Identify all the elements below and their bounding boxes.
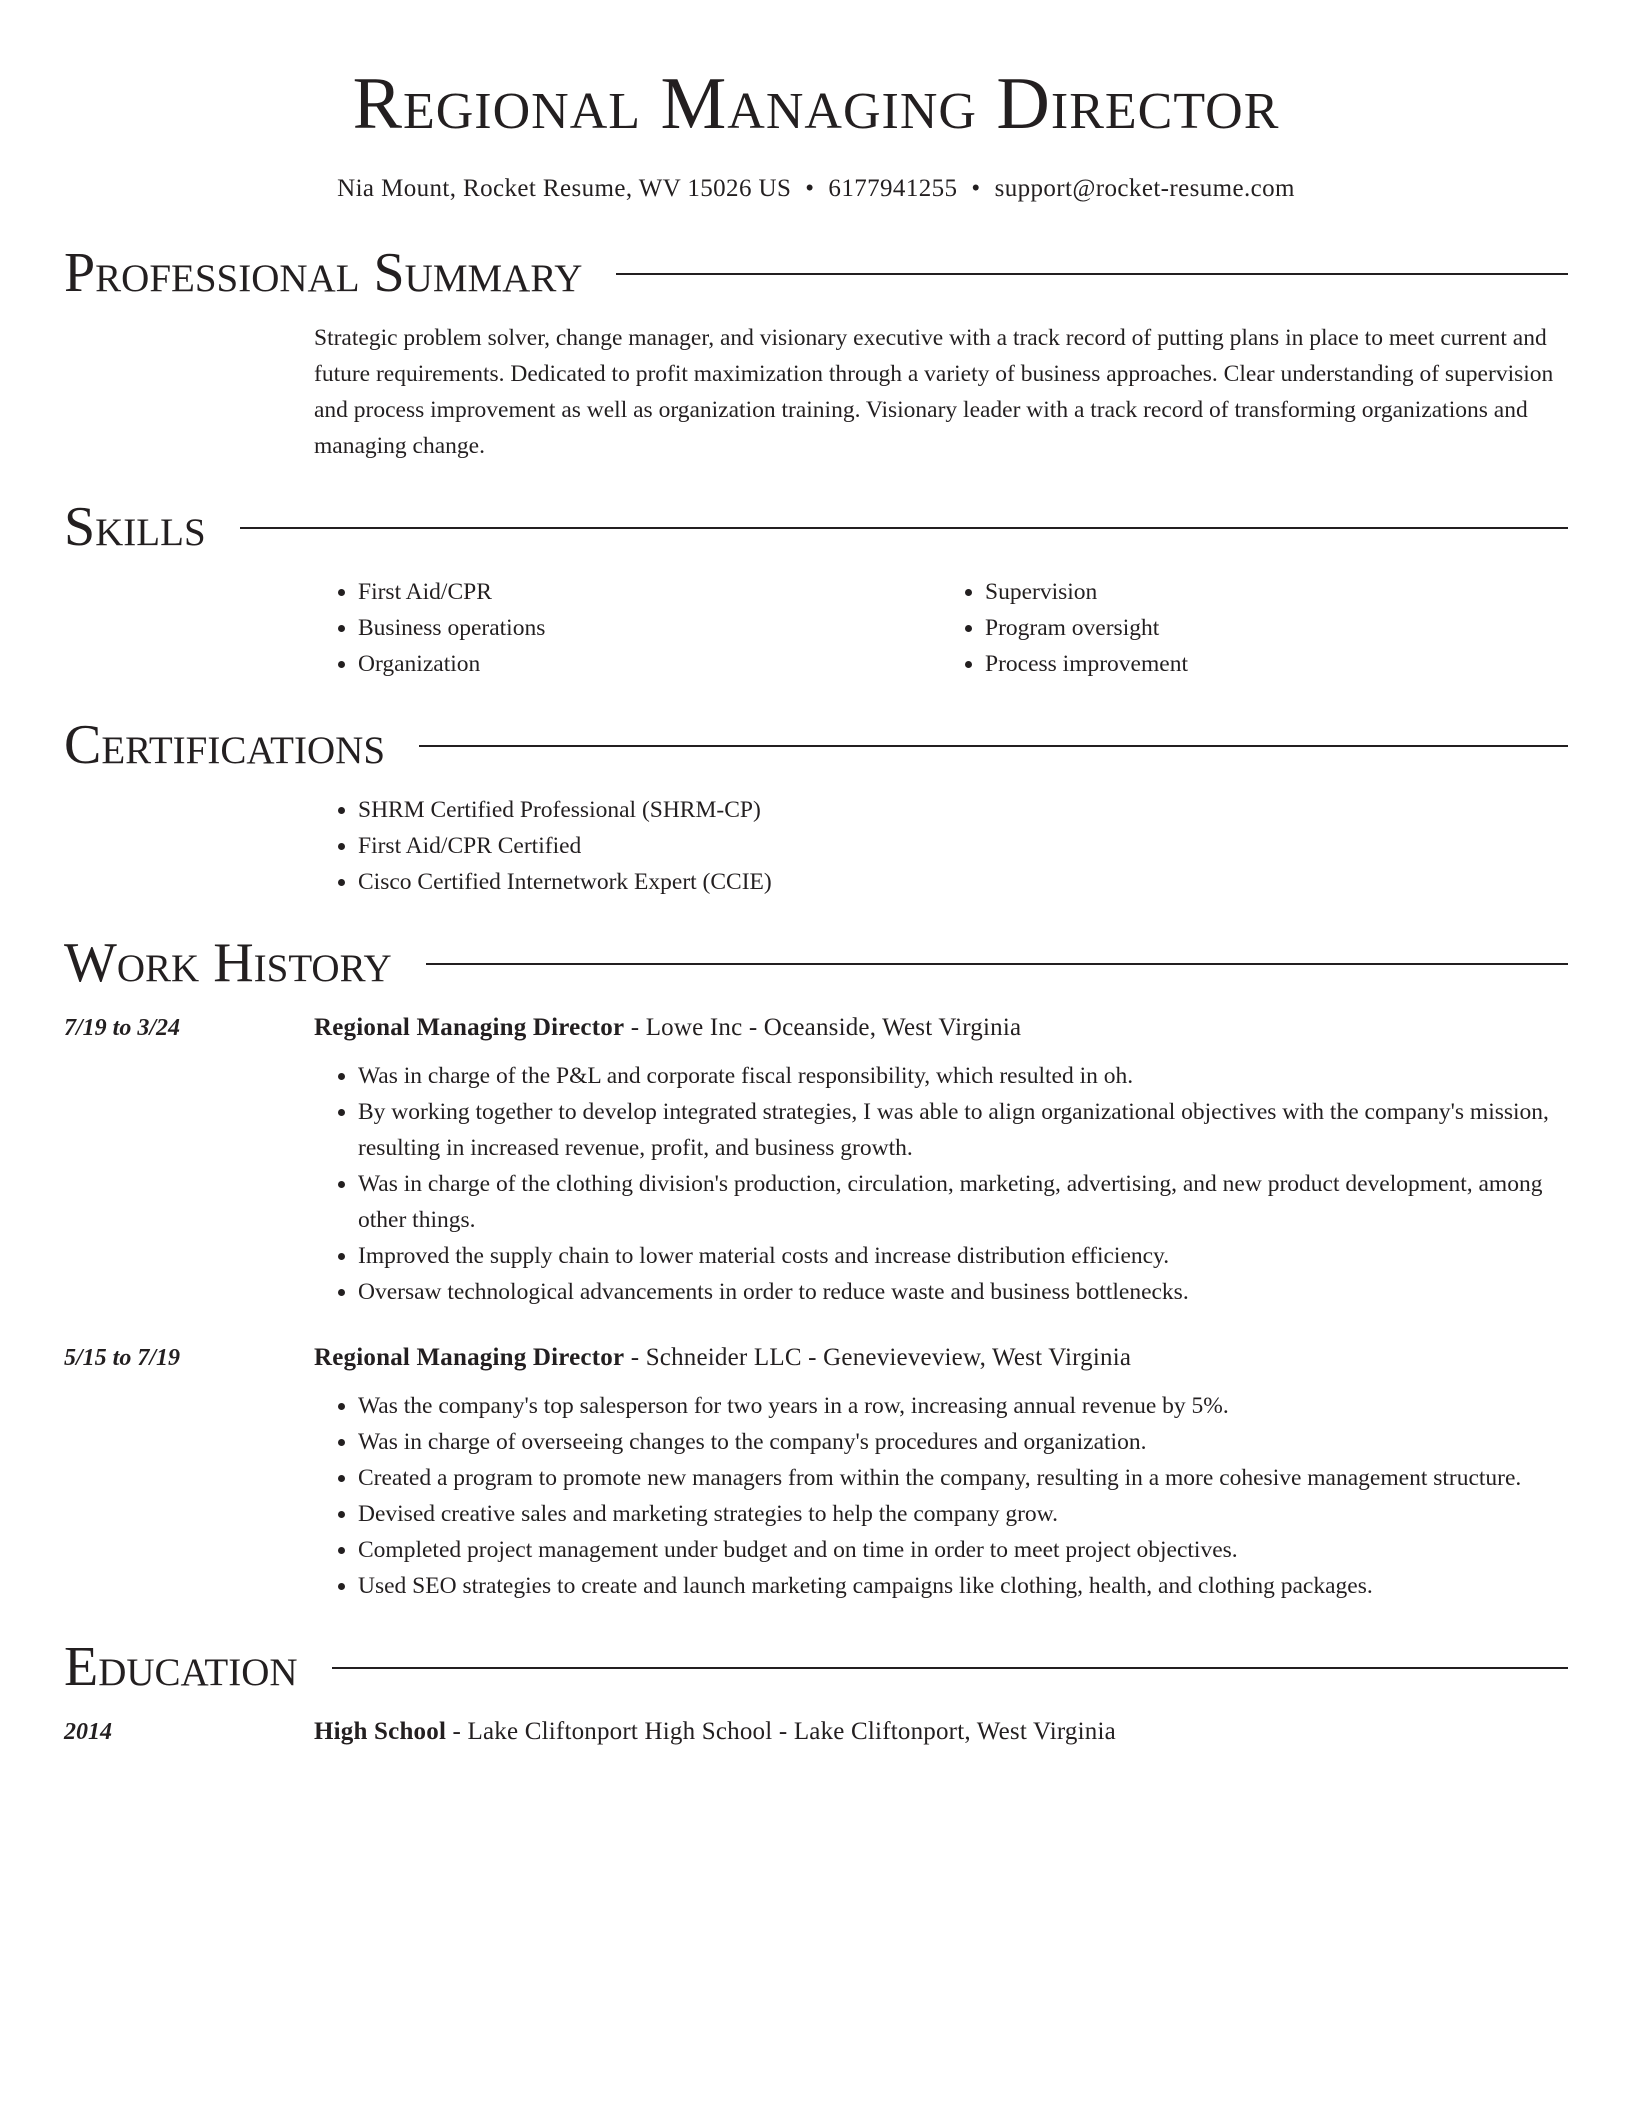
job-heading <box>314 1340 1131 1376</box>
job-header <box>64 1010 1568 1046</box>
education-section <box>64 1636 1568 1750</box>
job-bullet: • Used SEO strategies to create and launch marketing campaigns like clothing, health, and clothing packages. <box>358 1568 1568 1604</box>
job-title: Regional Managing Director <box>314 1344 625 1371</box>
contact-email: support@rocket-resume.com <box>994 175 1295 202</box>
job-bullet: • Created a program to promote new managers from within the company, resulting in a more cohesive management structure. <box>358 1460 1568 1496</box>
job-bullet: • Completed project management under budget and on time in order to meet project objectives. <box>358 1532 1568 1568</box>
job-bullet: • Devised creative sales and marketing strategies to help the company grow. <box>358 1496 1568 1532</box>
certifications-heading-row <box>64 714 1568 776</box>
job-header <box>64 1340 1568 1376</box>
education-degree: High School <box>314 1718 447 1745</box>
skill-item: • Organization <box>358 646 941 682</box>
work-history-heading-row <box>64 932 1568 994</box>
skills-section <box>64 496 1568 682</box>
job-bullet: • Was the company's top salesperson for two years in a row, increasing annual revenue by 5%. <box>358 1388 1568 1424</box>
summary-section <box>64 242 1568 464</box>
job-bullets <box>314 1388 1568 1604</box>
education-heading-line <box>314 1714 1116 1750</box>
job-heading <box>314 1010 1021 1046</box>
job-details: - Schneider LLC - Genevieveview, West Virginia <box>624 1344 1132 1371</box>
summary-heading-row <box>64 242 1568 304</box>
job-title: Regional Managing Director <box>314 1014 625 1041</box>
skill-item: • Program oversight <box>985 610 1568 646</box>
work-history-heading: Work History <box>64 932 392 994</box>
contact-line <box>64 172 1568 206</box>
resume-title: Regional Managing Director <box>352 63 1280 145</box>
contact-separator: • <box>805 175 815 202</box>
contact-separator: • <box>971 175 981 202</box>
certifications-heading: Certifications <box>64 714 386 776</box>
job-bullet: • Improved the supply chain to lower material costs and increase distribution efficiency. <box>358 1238 1568 1274</box>
certifications-list <box>314 792 1568 900</box>
job-entry <box>64 1010 1568 1310</box>
contact-address: Nia Mount, Rocket Resume, WV 15026 US <box>337 175 792 202</box>
certifications-section <box>64 714 1568 900</box>
job-dates: 5/15 to 7/19 <box>64 1345 181 1371</box>
skill-item: • First Aid/CPR <box>358 574 941 610</box>
certifications-content <box>314 792 1568 900</box>
job-details: - Lowe Inc - Oceanside, West Virginia <box>624 1014 1022 1041</box>
education-entry <box>64 1714 1568 1750</box>
education-year: 2014 <box>64 1719 112 1745</box>
education-heading-row <box>64 1636 1568 1698</box>
job-bullet: • Oversaw technological advancements in order to reduce waste and business bottlenecks. <box>358 1274 1568 1310</box>
skill-item: • Business operations <box>358 610 941 646</box>
job-dates: 7/19 to 3/24 <box>64 1015 181 1041</box>
skills-list <box>314 574 1568 682</box>
job-bullet: • By working together to develop integrated strategies, I was able to align organizational objectives with the company's mission, resulting in increased revenue, profit, and business growth. <box>358 1094 1568 1166</box>
certification-item: • First Aid/CPR Certified <box>358 828 1568 864</box>
job-bullet: • Was in charge of overseeing changes to the company's procedures and organization. <box>358 1424 1568 1460</box>
skills-column-1 <box>314 574 941 682</box>
job-bullets <box>314 1058 1568 1310</box>
education-details: - Lake Cliftonport High School - Lake Cliftonport, West Virginia <box>446 1718 1116 1745</box>
job-entry <box>64 1340 1568 1604</box>
section-divider <box>240 527 1568 529</box>
summary-text: Strategic problem solver, change manager, and visionary executive with a track record of putting plans in place to meet current and future requirements. Dedicated to profit maximization through a variety of business approaches. Clear understanding of supervision and process improvement as well as organization training. Visionary leader with a track record of transforming organizations and managing change. <box>314 325 1554 459</box>
work-history-section <box>64 932 1568 1604</box>
section-divider <box>332 1667 1568 1669</box>
skills-column-2 <box>941 574 1568 682</box>
skills-heading: Skills <box>64 496 206 558</box>
certification-item: • SHRM Certified Professional (SHRM-CP) <box>358 792 1568 828</box>
section-divider <box>419 745 1568 747</box>
job-bullet: • Was in charge of the clothing division's production, circulation, marketing, advertising, and new product development, among other things. <box>358 1166 1568 1238</box>
section-divider <box>426 963 1568 965</box>
section-divider <box>616 273 1568 275</box>
summary-heading: Professional Summary <box>64 242 583 304</box>
summary-content <box>314 320 1568 464</box>
skill-item: • Process improvement <box>985 646 1568 682</box>
education-heading: Education <box>64 1636 298 1698</box>
contact-phone: 6177941255 <box>828 175 958 202</box>
job-bullet: • Was in charge of the P&L and corporate fiscal responsibility, which resulted in oh. <box>358 1058 1568 1094</box>
skill-item: • Supervision <box>985 574 1568 610</box>
certification-item: • Cisco Certified Internetwork Expert (CCIE) <box>358 864 1568 900</box>
skills-heading-row <box>64 496 1568 558</box>
